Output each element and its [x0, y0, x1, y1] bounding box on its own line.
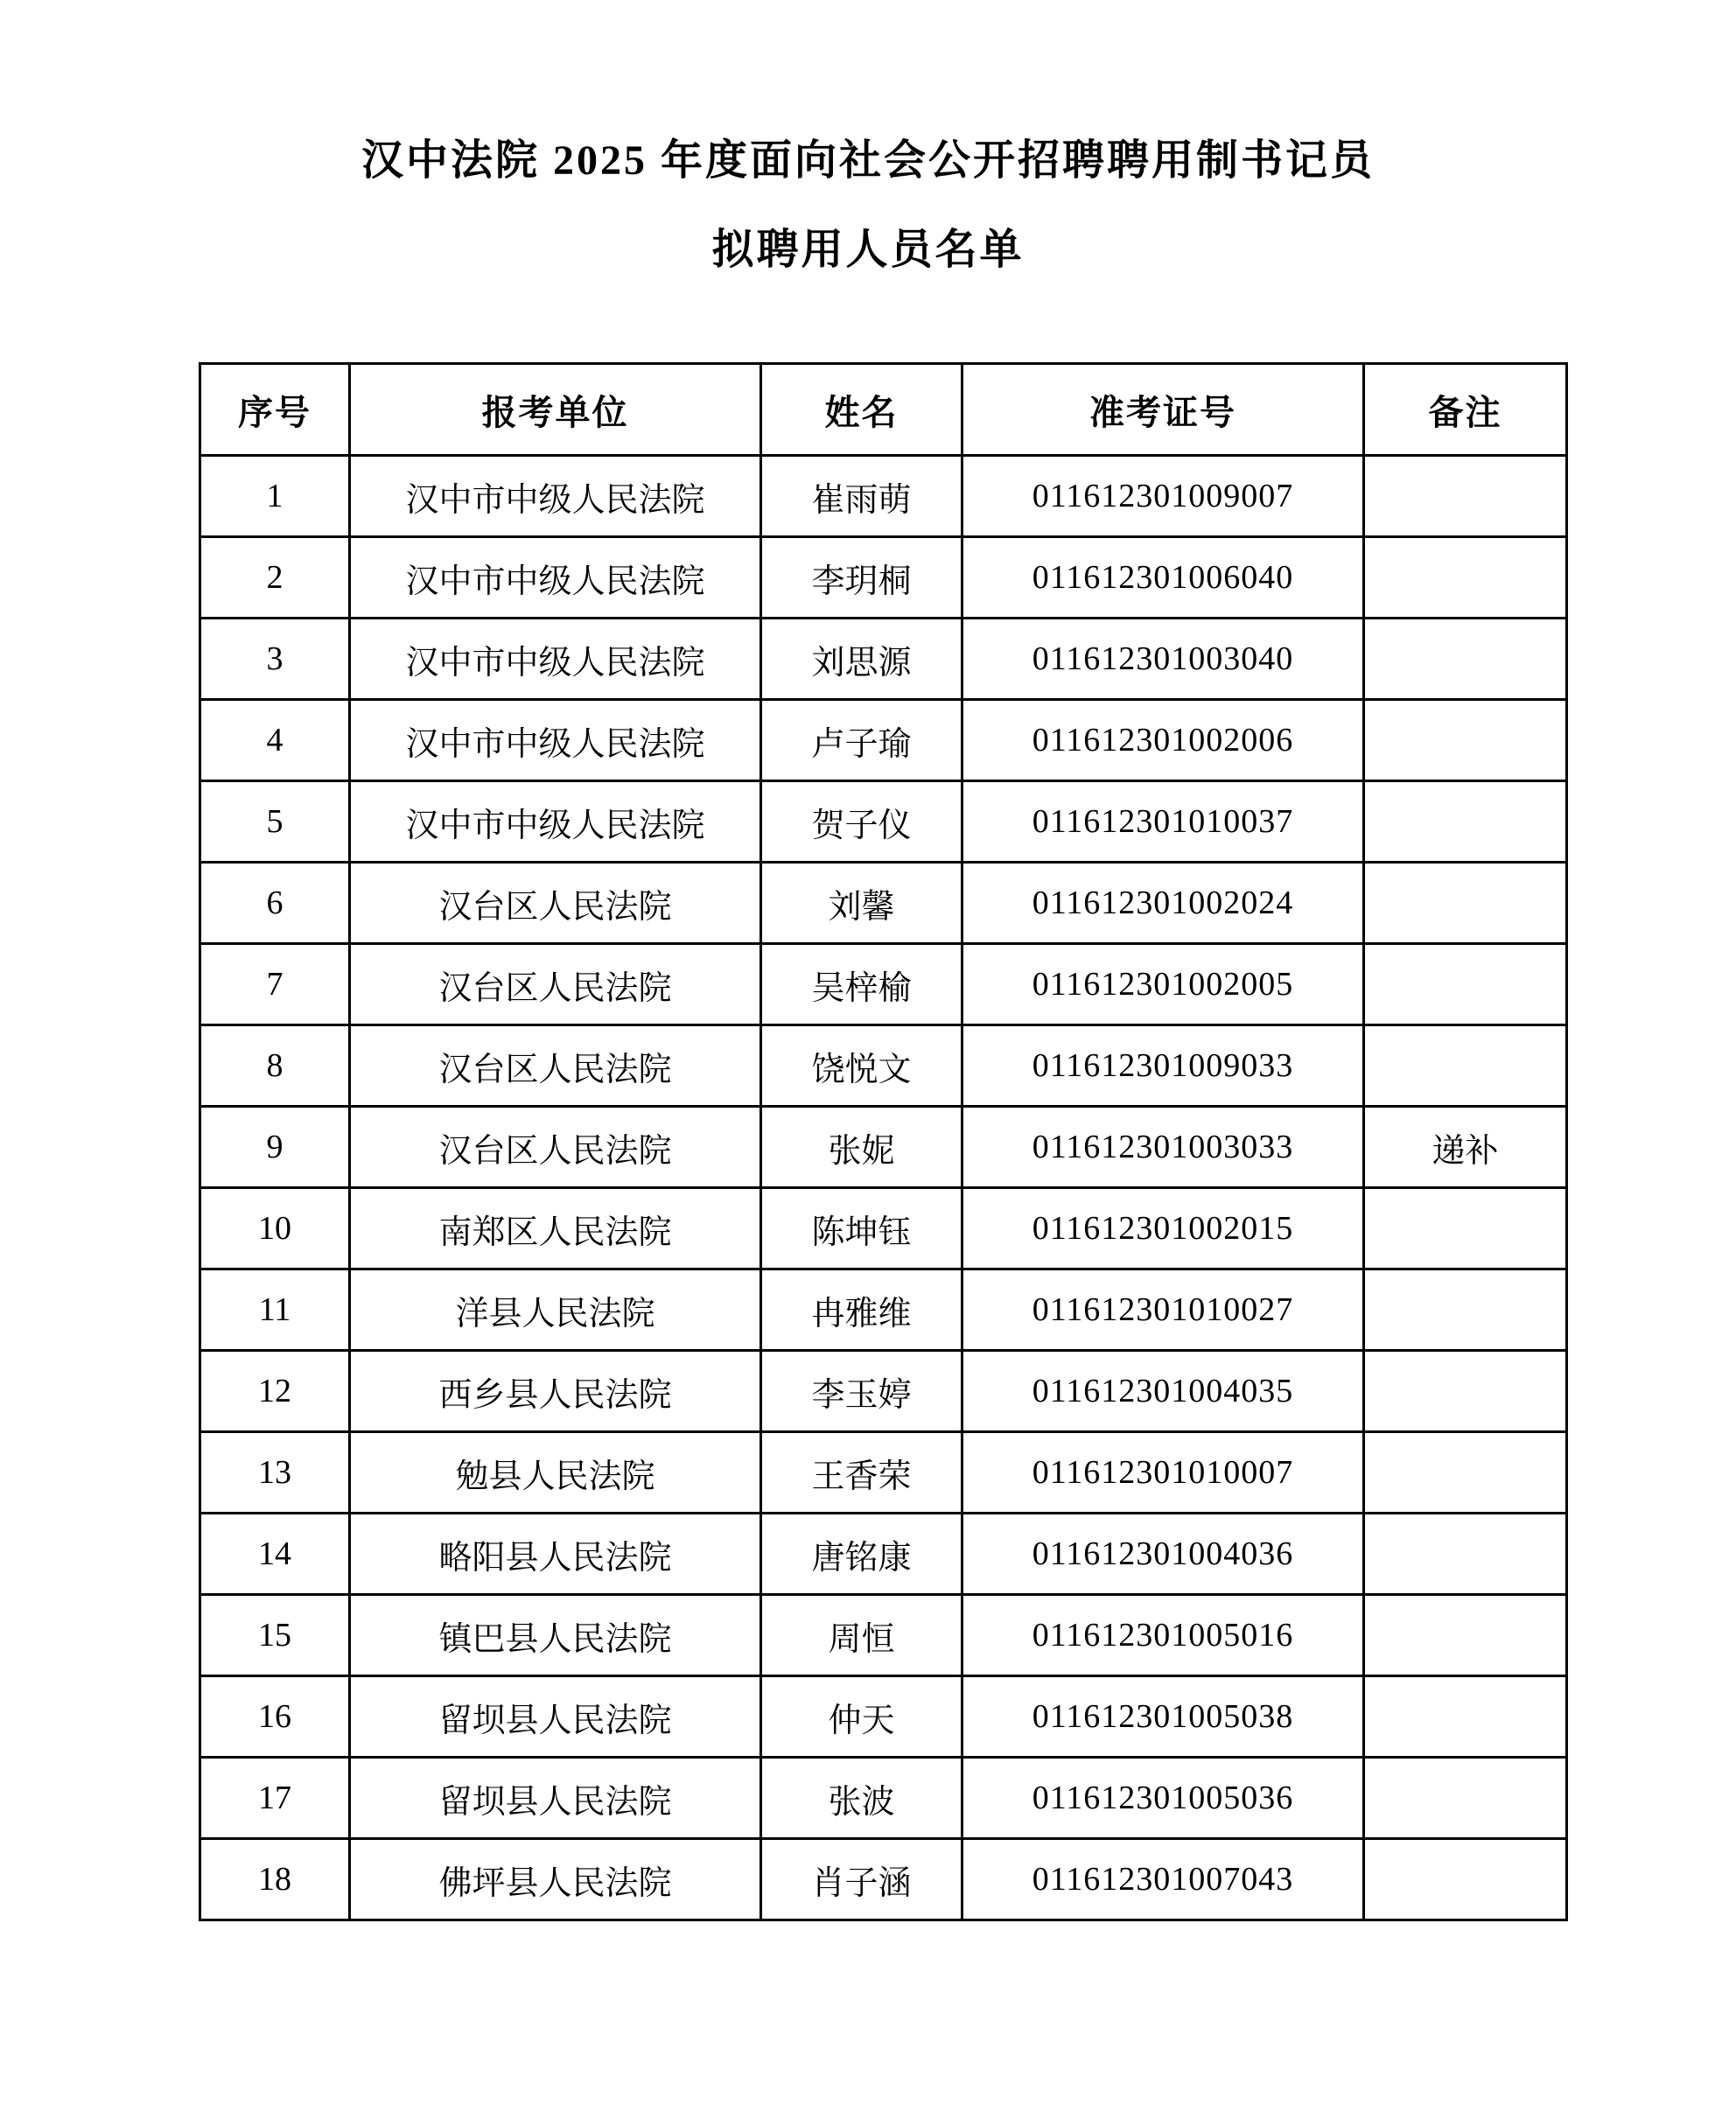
cell-no: 16 [200, 1676, 350, 1758]
table-row [200, 537, 1567, 619]
cell-ticket: 011612301002005 [962, 944, 1364, 1025]
cell-remark [1364, 1269, 1567, 1351]
cell-ticket: 011612301006040 [962, 537, 1364, 619]
table-row [200, 1676, 1567, 1758]
cell-unit: 南郑区人民法院 [350, 1188, 761, 1269]
cell-remark [1364, 1595, 1567, 1676]
cell-ticket: 011612301010027 [962, 1269, 1364, 1351]
cell-unit: 汉台区人民法院 [350, 863, 761, 944]
cell-unit: 留坝县人民法院 [350, 1676, 761, 1758]
cell-ticket: 011612301002006 [962, 700, 1364, 781]
cell-ticket: 011612301005038 [962, 1676, 1364, 1758]
cell-name: 冉雅维 [761, 1269, 962, 1351]
cell-unit: 汉台区人民法院 [350, 944, 761, 1025]
header-name: 姓名 [761, 364, 962, 456]
cell-unit: 勉县人民法院 [350, 1432, 761, 1514]
table-row [200, 700, 1567, 781]
cell-remark [1364, 1839, 1567, 1920]
roster-table-header [200, 364, 1567, 456]
table-row [200, 1025, 1567, 1107]
cell-unit: 汉台区人民法院 [350, 1025, 761, 1107]
cell-no: 5 [200, 781, 350, 863]
table-row [200, 1107, 1567, 1188]
cell-name: 刘馨 [761, 863, 962, 944]
cell-no: 18 [200, 1839, 350, 1920]
cell-no: 7 [200, 944, 350, 1025]
header-row [200, 364, 1567, 456]
cell-name: 肖子涵 [761, 1839, 962, 1920]
cell-ticket: 011612301009033 [962, 1025, 1364, 1107]
cell-no: 10 [200, 1188, 350, 1269]
cell-unit: 佛坪县人民法院 [350, 1839, 761, 1920]
cell-name: 崔雨萌 [761, 456, 962, 537]
cell-name: 陈坤钰 [761, 1188, 962, 1269]
cell-ticket: 011612301005036 [962, 1758, 1364, 1839]
cell-ticket: 011612301005016 [962, 1595, 1364, 1676]
cell-remark [1364, 537, 1567, 619]
cell-no: 4 [200, 700, 350, 781]
cell-unit: 略阳县人民法院 [350, 1514, 761, 1595]
cell-unit: 汉中市中级人民法院 [350, 781, 761, 863]
cell-ticket: 011612301007043 [962, 1839, 1364, 1920]
cell-ticket: 011612301004035 [962, 1351, 1364, 1432]
cell-no: 9 [200, 1107, 350, 1188]
cell-ticket: 011612301002024 [962, 863, 1364, 944]
cell-unit: 汉台区人民法院 [350, 1107, 761, 1188]
cell-no: 15 [200, 1595, 350, 1676]
cell-ticket: 011612301009007 [962, 456, 1364, 537]
cell-name: 唐铭康 [761, 1514, 962, 1595]
cell-unit: 汉中市中级人民法院 [350, 700, 761, 781]
cell-remark [1364, 944, 1567, 1025]
table-row [200, 863, 1567, 944]
cell-remark [1364, 456, 1567, 537]
cell-remark [1364, 1351, 1567, 1432]
table-row [200, 619, 1567, 700]
cell-unit: 洋县人民法院 [350, 1269, 761, 1351]
table-row [200, 1269, 1567, 1351]
cell-remark [1364, 1514, 1567, 1595]
cell-name: 李玥桐 [761, 537, 962, 619]
cell-remark [1364, 1188, 1567, 1269]
cell-no: 6 [200, 863, 350, 944]
cell-unit: 镇巴县人民法院 [350, 1595, 761, 1676]
cell-remark [1364, 1025, 1567, 1107]
cell-no: 17 [200, 1758, 350, 1839]
cell-name: 王香荣 [761, 1432, 962, 1514]
cell-ticket: 011612301003040 [962, 619, 1364, 700]
cell-no: 14 [200, 1514, 350, 1595]
cell-no: 13 [200, 1432, 350, 1514]
cell-unit: 汉中市中级人民法院 [350, 619, 761, 700]
table-row [200, 1432, 1567, 1514]
cell-no: 2 [200, 537, 350, 619]
roster-table-body [200, 456, 1567, 1920]
cell-name: 仲天 [761, 1676, 962, 1758]
roster-table [199, 362, 1568, 1921]
table-row [200, 1351, 1567, 1432]
cell-name: 李玉婷 [761, 1351, 962, 1432]
table-row [200, 1595, 1567, 1676]
table-row [200, 1514, 1567, 1595]
cell-no: 3 [200, 619, 350, 700]
cell-remark [1364, 700, 1567, 781]
header-remark: 备注 [1364, 364, 1567, 456]
cell-name: 张妮 [761, 1107, 962, 1188]
cell-remark [1364, 619, 1567, 700]
cell-no: 12 [200, 1351, 350, 1432]
cell-ticket: 011612301002015 [962, 1188, 1364, 1269]
cell-name: 饶悦文 [761, 1025, 962, 1107]
cell-remark [1364, 1432, 1567, 1514]
cell-no: 1 [200, 456, 350, 537]
header-no: 序号 [200, 364, 350, 456]
cell-name: 周恒 [761, 1595, 962, 1676]
cell-remark [1364, 1676, 1567, 1758]
cell-unit: 汉中市中级人民法院 [350, 456, 761, 537]
cell-name: 卢子瑜 [761, 700, 962, 781]
cell-ticket: 011612301010007 [962, 1432, 1364, 1514]
table-row [200, 1758, 1567, 1839]
cell-ticket: 011612301003033 [962, 1107, 1364, 1188]
cell-no: 8 [200, 1025, 350, 1107]
cell-unit: 留坝县人民法院 [350, 1758, 761, 1839]
document-title-line2: 拟聘用人员名单 [711, 227, 1025, 273]
table-row [200, 781, 1567, 863]
cell-remark [1364, 863, 1567, 944]
table-row [200, 1188, 1567, 1269]
cell-name: 张波 [761, 1758, 962, 1839]
cell-name: 刘思源 [761, 619, 962, 700]
cell-no: 11 [200, 1269, 350, 1351]
table-row [200, 1839, 1567, 1920]
cell-remark [1364, 781, 1567, 863]
cell-ticket: 011612301010037 [962, 781, 1364, 863]
header-ticket: 准考证号 [962, 364, 1364, 456]
cell-remark: 递补 [1364, 1107, 1567, 1188]
cell-unit: 汉中市中级人民法院 [350, 537, 761, 619]
table-row [200, 944, 1567, 1025]
table-row [200, 456, 1567, 537]
cell-remark [1364, 1758, 1567, 1839]
cell-ticket: 011612301004036 [962, 1514, 1364, 1595]
cell-name: 贺子仪 [761, 781, 962, 863]
cell-unit: 西乡县人民法院 [350, 1351, 761, 1432]
cell-name: 吴梓榆 [761, 944, 962, 1025]
header-unit: 报考单位 [350, 364, 761, 456]
document-title-line1: 汉中法院 2025 年度面向社会公开招聘聘用制书记员 [360, 137, 1375, 184]
